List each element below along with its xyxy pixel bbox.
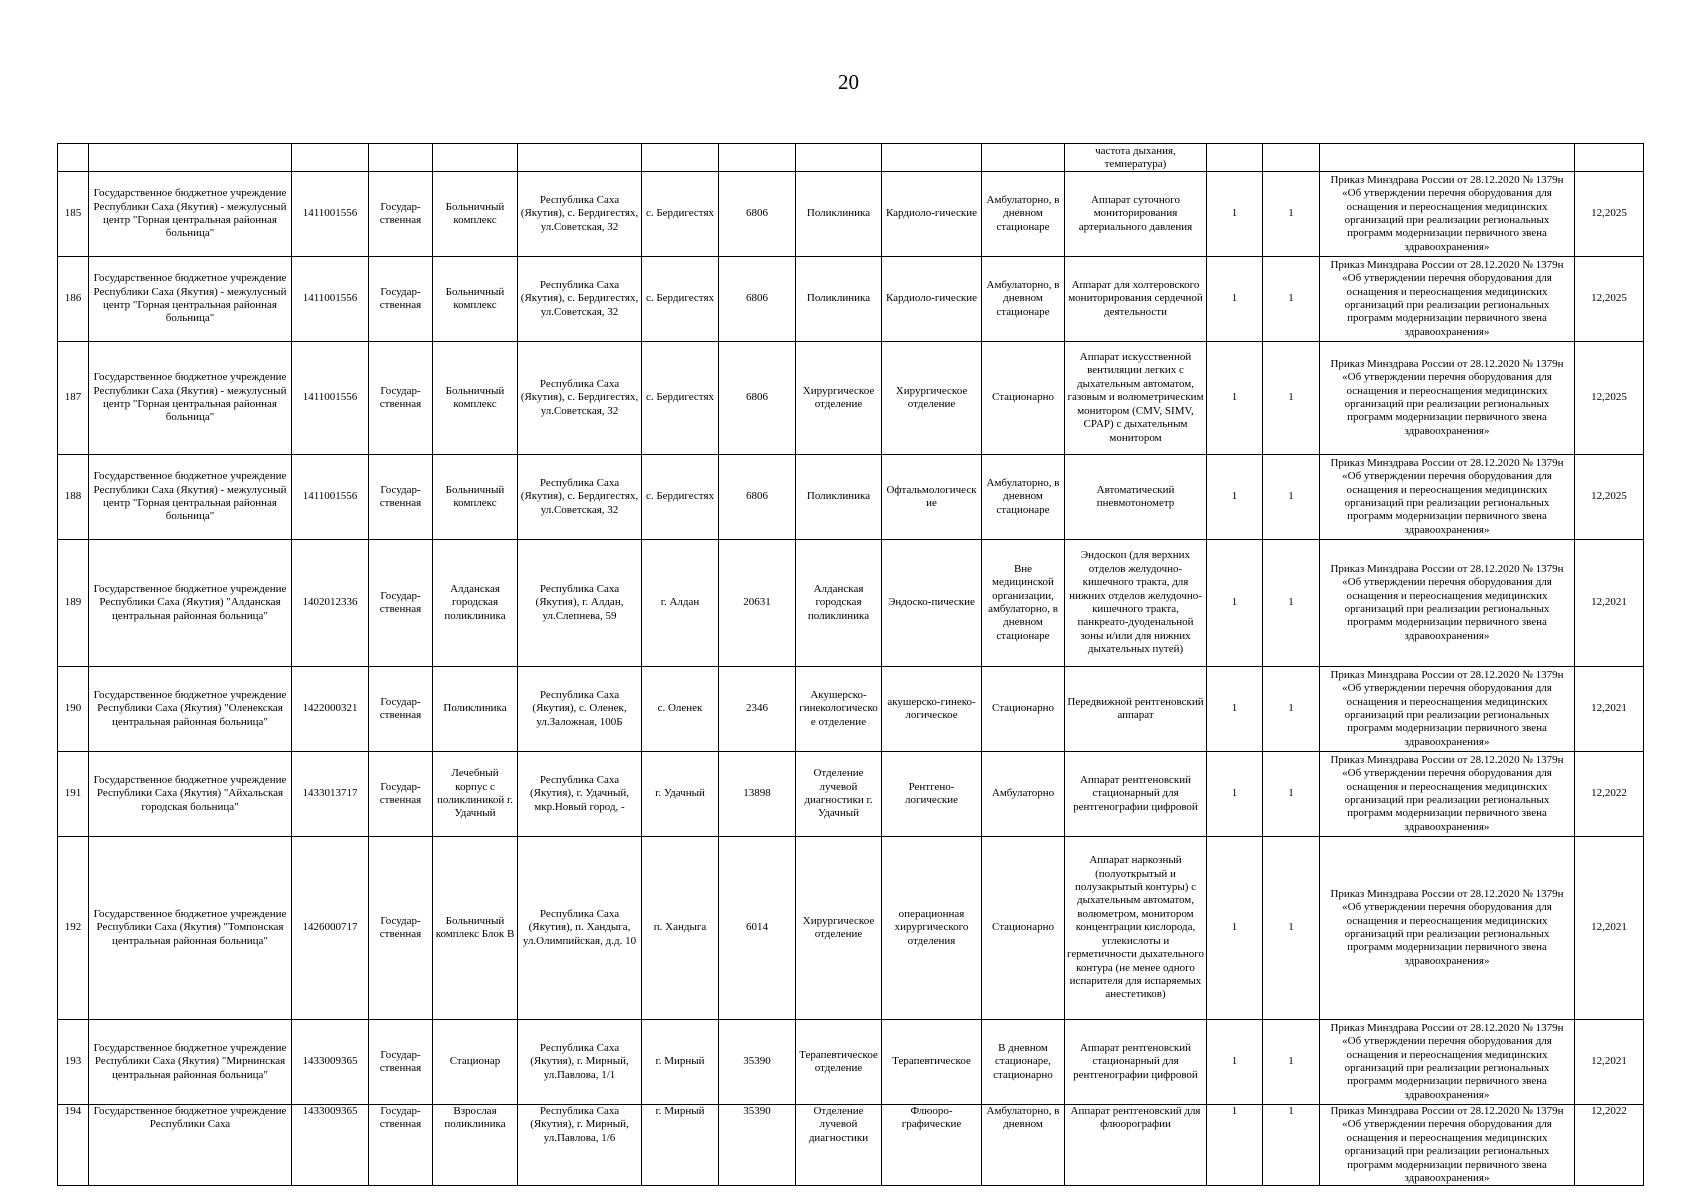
cell-care: Амбулаторно, в дневном стационаре — [982, 257, 1065, 342]
cell-division: Терапевтическое отделение — [796, 1020, 882, 1105]
cell-qty-2: 1 — [1263, 342, 1320, 455]
cell-profile: Флюоро-графические — [882, 1105, 982, 1186]
table-row — [58, 752, 1644, 837]
cell-ownership: Государ-ственная — [369, 837, 433, 1020]
cell-ownership: Государ-ственная — [369, 455, 433, 540]
cell-num: 188 — [58, 455, 89, 540]
cell-division: Поликлиника — [796, 455, 882, 540]
cell-date: 12,2025 — [1575, 342, 1644, 455]
cell-order: Приказ Минздрава России от 28.12.2020 № 1379н «Об утверждении перечня оборудования для оснащения и переоснащения медицинских организаций при реализации региональных программ модернизации первичного звена здравоохранения» — [1320, 342, 1575, 455]
cell-order: Приказ Минздрава России от 28.12.2020 № 1379н «Об утверждении перечня оборудования для оснащения и переоснащения медицинских организаций при реализации региональных программ модернизации первичного звена здравоохранения» — [1320, 257, 1575, 342]
cell-ownership — [369, 144, 433, 172]
cell-building — [433, 144, 518, 172]
cell-profile: Кардиоло-гические — [882, 257, 982, 342]
cell-care: Стационарно — [982, 667, 1065, 752]
cell-profile: Хирургическое отделение — [882, 342, 982, 455]
cell-num: 186 — [58, 257, 89, 342]
cell-address: Республика Саха (Якутия), с. Бердигестях, ул.Советская, 32 — [518, 455, 642, 540]
cell-address: Республика Саха (Якутия), г. Удачный, мкр.Новый город, - — [518, 752, 642, 837]
cell-org — [89, 144, 292, 172]
continuation-row — [58, 144, 1644, 172]
cell-division: Хирургическое отделение — [796, 342, 882, 455]
cell-address: Республика Саха (Якутия), с. Оленек, ул.Заложная, 100Б — [518, 667, 642, 752]
cell-qty-2: 1 — [1263, 172, 1320, 257]
cell-num: 193 — [58, 1020, 89, 1105]
cell-date — [1575, 144, 1644, 172]
cell-equipment: Аппарат суточного мониторирования артериального давления — [1065, 172, 1207, 257]
cell-order: Приказ Минздрава России от 28.12.2020 № 1379н «Об утверждении перечня оборудования для оснащения и переоснащения медицинских организаций при реализации региональных программ модернизации первичного звена здравоохранения» — [1320, 837, 1575, 1020]
cell-locality: с. Бердигестях — [642, 257, 719, 342]
cell-inn: 1411001556 — [292, 172, 369, 257]
cell-num: 194 — [58, 1105, 89, 1186]
cell-building: Больничный комплекс — [433, 455, 518, 540]
cell-profile: Рентгено-логические — [882, 752, 982, 837]
cell-division: Отделение лучевой диагностики — [796, 1105, 882, 1186]
cell-division: Акушерско-гинекологическое отделение — [796, 667, 882, 752]
table-body — [58, 144, 1644, 1186]
cell-care: Стационарно — [982, 342, 1065, 455]
cell-equipment: Аппарат рентгеновский для флюорографии — [1065, 1105, 1207, 1186]
cell-date: 12,2025 — [1575, 172, 1644, 257]
cell-population: 6014 — [719, 837, 796, 1020]
table-row — [58, 1105, 1644, 1186]
cell-date: 12,2025 — [1575, 257, 1644, 342]
cell-equipment: Аппарат искусственной вентиляции легких с дыхательным автоматом, газовым и волюметрическим монитором (CMV, SIMV, CPAP) с дыхательным монитором — [1065, 342, 1207, 455]
cell-inn — [292, 144, 369, 172]
cell-care: Амбулаторно, в дневном стационаре — [982, 455, 1065, 540]
cell-inn: 1433013717 — [292, 752, 369, 837]
cell-address — [518, 144, 642, 172]
cell-qty-2 — [1263, 144, 1320, 172]
cell-division: Поликлиника — [796, 257, 882, 342]
cell-division: Алданская городская поликлиника — [796, 540, 882, 667]
cell-ownership: Государ-ственная — [369, 172, 433, 257]
cell-building: Больничный комплекс Блок В — [433, 837, 518, 1020]
cell-org: Государственное бюджетное учреждение Республики Саха (Якутия) "Алданская центральная районная больница" — [89, 540, 292, 667]
cell-building: Больничный комплекс — [433, 342, 518, 455]
cell-org: Государственное бюджетное учреждение Республики Саха — [89, 1105, 292, 1186]
cell-profile: Эндоско-пические — [882, 540, 982, 667]
cell-division: Отделение лучевой диагностики г. Удачный — [796, 752, 882, 837]
cell-inn: 1433009365 — [292, 1020, 369, 1105]
cell-ownership: Государ-ственная — [369, 1105, 433, 1186]
cell-ownership: Государ-ственная — [369, 540, 433, 667]
cell-building: Алданская городская поликлиника — [433, 540, 518, 667]
cell-address: Республика Саха (Якутия), п. Хандыга, ул.Олимпийская, д.д. 10 — [518, 837, 642, 1020]
cell-qty-2: 1 — [1263, 752, 1320, 837]
cell-qty-2: 1 — [1263, 1020, 1320, 1105]
cell-locality: с. Бердигестях — [642, 342, 719, 455]
cell-address: Республика Саха (Якутия), г. Алдан, ул.Слепнева, 59 — [518, 540, 642, 667]
cell-inn: 1426000717 — [292, 837, 369, 1020]
cell-locality: г. Алдан — [642, 540, 719, 667]
table-row — [58, 172, 1644, 257]
cell-building: Больничный комплекс — [433, 172, 518, 257]
cell-num: 189 — [58, 540, 89, 667]
cell-date: 12,2022 — [1575, 1105, 1644, 1186]
cell-population: 2346 — [719, 667, 796, 752]
cell-org: Государственное бюджетное учреждение Республики Саха (Якутия) "Айхальская городская больница" — [89, 752, 292, 837]
cell-building: Поликлиника — [433, 667, 518, 752]
cell-qty-2: 1 — [1263, 540, 1320, 667]
cell-building: Лечебный корпус с поликлиникой г. Удачный — [433, 752, 518, 837]
table-row — [58, 667, 1644, 752]
cell-equipment: частота дыхания, температура) — [1065, 144, 1207, 172]
cell-qty-1 — [1207, 144, 1263, 172]
cell-qty-1: 1 — [1207, 667, 1263, 752]
cell-division: Хирургическое отделение — [796, 837, 882, 1020]
cell-ownership: Государ-ственная — [369, 342, 433, 455]
cell-qty-2: 1 — [1263, 1105, 1320, 1186]
cell-date: 12,2025 — [1575, 455, 1644, 540]
cell-order: Приказ Минздрава России от 28.12.2020 № 1379н «Об утверждении перечня оборудования для оснащения и переоснащения медицинских организаций при реализации региональных программ модернизации первичного звена здравоохранения» — [1320, 1105, 1575, 1186]
cell-num: 187 — [58, 342, 89, 455]
cell-profile: Терапевтическое — [882, 1020, 982, 1105]
cell-building: Взрослая поликлиника — [433, 1105, 518, 1186]
cell-profile — [882, 144, 982, 172]
cell-population: 6806 — [719, 455, 796, 540]
cell-org: Государственное бюджетное учреждение Республики Саха (Якутия) - межулусный центр "Горная центральная районная больница" — [89, 257, 292, 342]
cell-inn: 1422000321 — [292, 667, 369, 752]
cell-order — [1320, 144, 1575, 172]
cell-inn: 1411001556 — [292, 455, 369, 540]
cell-org: Государственное бюджетное учреждение Республики Саха (Якутия) - межулусный центр "Горная центральная районная больница" — [89, 455, 292, 540]
cell-profile: Офтальмологические — [882, 455, 982, 540]
cell-qty-2: 1 — [1263, 257, 1320, 342]
cell-population: 20631 — [719, 540, 796, 667]
cell-qty-1: 1 — [1207, 172, 1263, 257]
cell-ownership: Государ-ственная — [369, 257, 433, 342]
cell-qty-2: 1 — [1263, 455, 1320, 540]
cell-equipment: Аппарат рентгеновский стационарный для рентгенографии цифровой — [1065, 1020, 1207, 1105]
cell-num: 185 — [58, 172, 89, 257]
page-number: 20 — [838, 70, 859, 94]
cell-inn: 1433009365 — [292, 1105, 369, 1186]
cell-date: 12,2021 — [1575, 540, 1644, 667]
table-row — [58, 540, 1644, 667]
cell-date: 12,2022 — [1575, 752, 1644, 837]
cell-num: 192 — [58, 837, 89, 1020]
cell-org: Государственное бюджетное учреждение Республики Саха (Якутия) "Оленекская центральная районная больница" — [89, 667, 292, 752]
cell-qty-1: 1 — [1207, 342, 1263, 455]
cell-profile: операционная хирургического отделения — [882, 837, 982, 1020]
cell-care: Амбулаторно, в дневном — [982, 1105, 1065, 1186]
cell-qty-1: 1 — [1207, 1105, 1263, 1186]
cell-date: 12,2021 — [1575, 1020, 1644, 1105]
cell-date: 12,2021 — [1575, 837, 1644, 1020]
cell-population: 6806 — [719, 257, 796, 342]
cell-equipment: Эндоскоп (для верхних отделов желудочно-кишечного тракта, для нижних отделов желудочно-кишечного тракта, панкреато-дуоденальной зоны и/или для нижних дыхательных путей) — [1065, 540, 1207, 667]
cell-division: Поликлиника — [796, 172, 882, 257]
cell-num: 190 — [58, 667, 89, 752]
cell-locality: с. Оленек — [642, 667, 719, 752]
cell-locality: п. Хандыга — [642, 837, 719, 1020]
cell-order: Приказ Минздрава России от 28.12.2020 № 1379н «Об утверждении перечня оборудования для оснащения и переоснащения медицинских организаций при реализации региональных программ модернизации первичного звена здравоохранения» — [1320, 1020, 1575, 1105]
cell-org: Государственное бюджетное учреждение Республики Саха (Якутия) "Мирнинская центральная районная больница" — [89, 1020, 292, 1105]
cell-ownership: Государ-ственная — [369, 752, 433, 837]
cell-order: Приказ Минздрава России от 28.12.2020 № 1379н «Об утверждении перечня оборудования для оснащения и переоснащения медицинских организаций при реализации региональных программ модернизации первичного звена здравоохранения» — [1320, 455, 1575, 540]
cell-qty-2: 1 — [1263, 837, 1320, 1020]
cell-org: Государственное бюджетное учреждение Республики Саха (Якутия) - межулусный центр "Горная центральная районная больница" — [89, 342, 292, 455]
cell-care: Вне медицинской организации, амбулаторно, в дневном стационаре — [982, 540, 1065, 667]
cell-address: Республика Саха (Якутия), с. Бердигестях, ул.Советская, 32 — [518, 172, 642, 257]
cell-locality — [642, 144, 719, 172]
table-row — [58, 342, 1644, 455]
cell-locality: г. Мирный — [642, 1020, 719, 1105]
cell-qty-1: 1 — [1207, 540, 1263, 667]
cell-equipment: Аппарат наркозный (полуоткрытый и полузакрытый контуры) с дыхательным автоматом, волюметром, монитором концентрации кислорода, углекислоты и герметичности дыхательного контура (не менее одного испарителя для испаряемых анестетиков) — [1065, 837, 1207, 1020]
cell-qty-2: 1 — [1263, 667, 1320, 752]
cell-qty-1: 1 — [1207, 1020, 1263, 1105]
equipment-registry-table — [57, 143, 1644, 1186]
cell-address: Республика Саха (Якутия), г. Мирный, ул.Павлова, 1/1 — [518, 1020, 642, 1105]
cell-division — [796, 144, 882, 172]
cell-equipment: Аппарат для холтеровского мониторирования сердечной деятельности — [1065, 257, 1207, 342]
cell-qty-1: 1 — [1207, 257, 1263, 342]
cell-inn: 1411001556 — [292, 342, 369, 455]
cell-population: 35390 — [719, 1020, 796, 1105]
cell-locality: с. Бердигестях — [642, 172, 719, 257]
cell-order: Приказ Минздрава России от 28.12.2020 № 1379н «Об утверждении перечня оборудования для оснащения и переоснащения медицинских организаций при реализации региональных программ модернизации первичного звена здравоохранения» — [1320, 752, 1575, 837]
cell-profile: акушерско-гинеко-логическое — [882, 667, 982, 752]
cell-order: Приказ Минздрава России от 28.12.2020 № 1379н «Об утверждении перечня оборудования для оснащения и переоснащения медицинских организаций при реализации региональных программ модернизации первичного звена здравоохранения» — [1320, 172, 1575, 257]
cell-date: 12,2021 — [1575, 667, 1644, 752]
cell-care: Амбулаторно — [982, 752, 1065, 837]
cell-org: Государственное бюджетное учреждение Республики Саха (Якутия) - межулусный центр "Горная центральная районная больница" — [89, 172, 292, 257]
cell-building: Больничный комплекс — [433, 257, 518, 342]
cell-ownership: Государ-ственная — [369, 1020, 433, 1105]
cell-care — [982, 144, 1065, 172]
cell-num: 191 — [58, 752, 89, 837]
cell-org: Государственное бюджетное учреждение Республики Саха (Якутия) "Томпонская центральная районная больница" — [89, 837, 292, 1020]
cell-locality: г. Мирный — [642, 1105, 719, 1186]
table-row — [58, 837, 1644, 1020]
table-row — [58, 1020, 1644, 1105]
cell-equipment: Передвижной рентгеновский аппарат — [1065, 667, 1207, 752]
cell-care: Стационарно — [982, 837, 1065, 1020]
cell-equipment: Автоматический пневмотонометр — [1065, 455, 1207, 540]
cell-population: 6806 — [719, 342, 796, 455]
cell-qty-1: 1 — [1207, 837, 1263, 1020]
cell-order: Приказ Минздрава России от 28.12.2020 № 1379н «Об утверждении перечня оборудования для оснащения и переоснащения медицинских организаций при реализации региональных программ модернизации первичного звена здравоохранения» — [1320, 540, 1575, 667]
cell-address: Республика Саха (Якутия), г. Мирный, ул.Павлова, 1/6 — [518, 1105, 642, 1186]
cell-care: В дневном стационаре, стационарно — [982, 1020, 1065, 1105]
cell-locality: с. Бердигестях — [642, 455, 719, 540]
cell-population: 6806 — [719, 172, 796, 257]
cell-care: Амбулаторно, в дневном стационаре — [982, 172, 1065, 257]
cell-address: Республика Саха (Якутия), с. Бердигестях, ул.Советская, 32 — [518, 342, 642, 455]
cell-ownership: Государ-ственная — [369, 667, 433, 752]
cell-population: 35390 — [719, 1105, 796, 1186]
cell-qty-1: 1 — [1207, 752, 1263, 837]
cell-address: Республика Саха (Якутия), с. Бердигестях, ул.Советская, 32 — [518, 257, 642, 342]
cell-num — [58, 144, 89, 172]
cell-inn: 1402012336 — [292, 540, 369, 667]
cell-building: Стационар — [433, 1020, 518, 1105]
cell-profile: Кардиоло-гические — [882, 172, 982, 257]
cell-locality: г. Удачный — [642, 752, 719, 837]
cell-order: Приказ Минздрава России от 28.12.2020 № 1379н «Об утверждении перечня оборудования для оснащения и переоснащения медицинских организаций при реализации региональных программ модернизации первичного звена здравоохранения» — [1320, 667, 1575, 752]
table-row — [58, 455, 1644, 540]
cell-equipment: Аппарат рентгеновский стационарный для рентгенографии цифровой — [1065, 752, 1207, 837]
cell-inn: 1411001556 — [292, 257, 369, 342]
table-row — [58, 257, 1644, 342]
cell-population — [719, 144, 796, 172]
cell-population: 13898 — [719, 752, 796, 837]
cell-qty-1: 1 — [1207, 455, 1263, 540]
